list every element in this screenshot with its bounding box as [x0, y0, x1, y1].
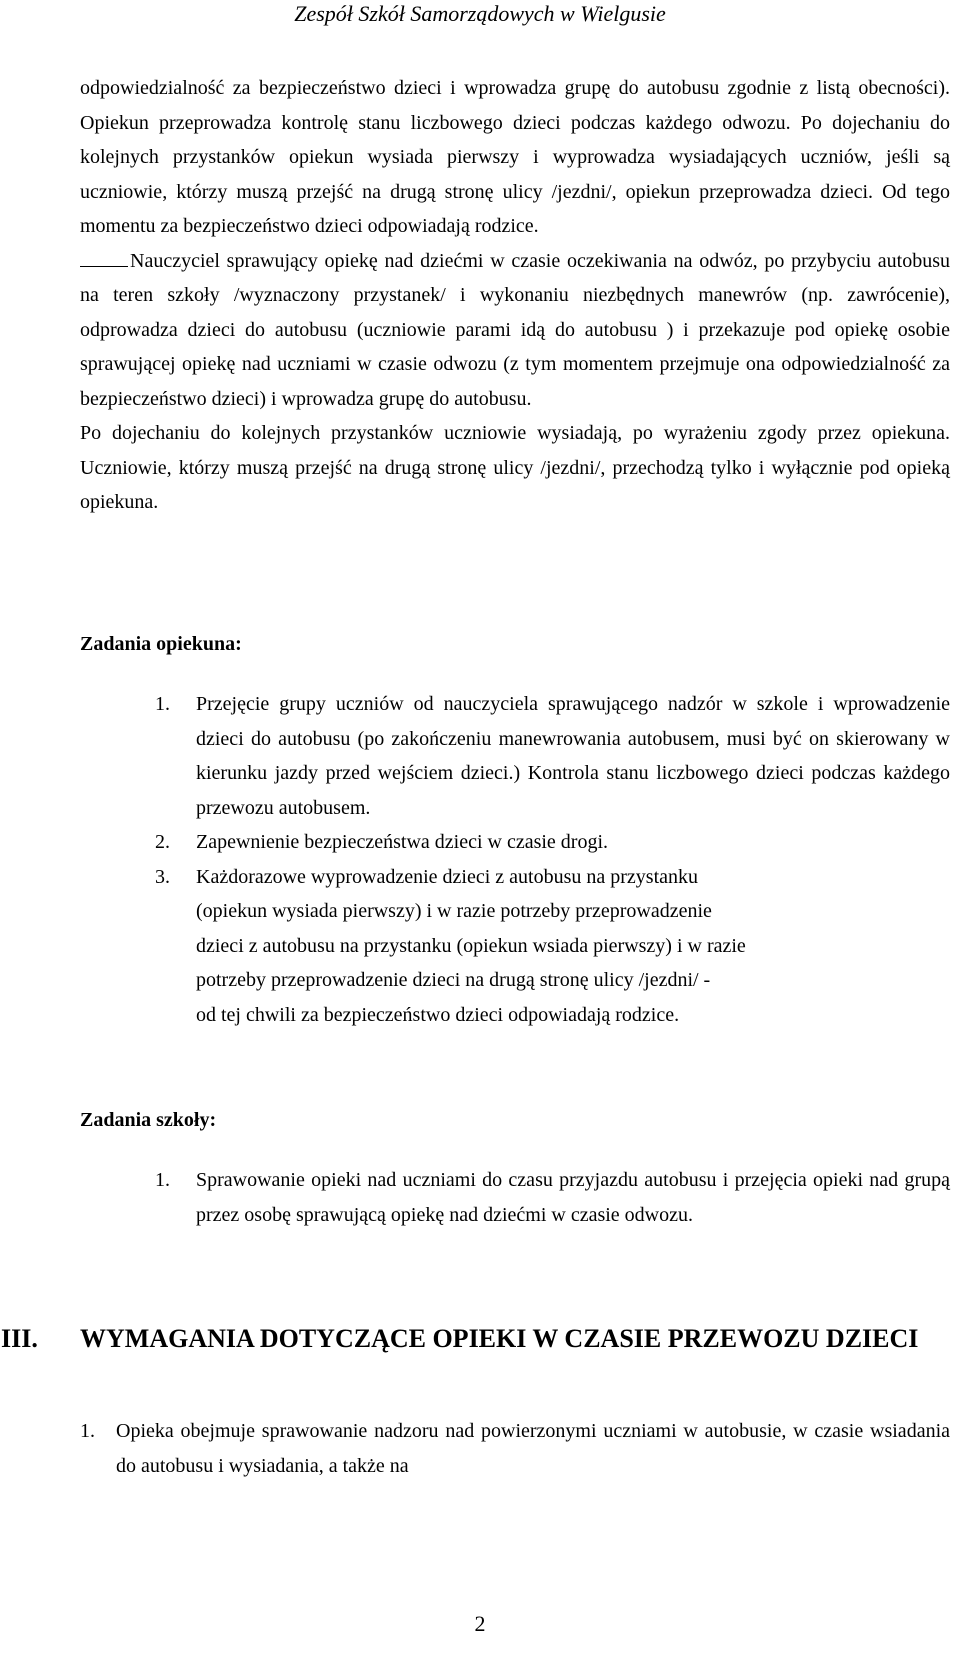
paragraph-3: Po dojechaniu do kolejnych przystanków uczniowie wysiadają, po wyrażeniu zgody przez opiekuna. Uczniowie, którzy muszą przejść na drugą stronę ulicy /jezdni/, przechodzą tylko i wyłącznie pod opieką opiekuna. — [80, 422, 950, 513]
list-szkola — [155, 1163, 950, 1232]
paragraph-2: Nauczyciel sprawujący opiekę nad dziećmi w czasie oczekiwania na odwóz, po przybyciu autobusu na teren szkoły /wyznaczony przystanek/ i wykonaniu niezbędnych manewrów (np. zawrócenie), odprowadza dzieci do autobusu (uczniowie parami idą do autobusu ) i przekazuje pod opiekę osobie sprawującej opiekę nad uczniami w czasie odwozu (z tym momentem przejmuje ona odpowiedzialność za bezpieczeństwo dzieci) i wprowadza grupę do autobusu. — [80, 249, 950, 410]
list-text: Przejęcie grupy uczniów od nauczyciela sprawującego nadzór w szkole i wprowadzenie dzieci do autobusu (po zakończeniu manewrowania autobusem, musi być on skierowany w kierunku jazdy przed wejściem dzieci.) Kontrola stanu liczbowego dzieci podczas każdego przewozu autobusem. — [196, 693, 950, 819]
list-item — [155, 825, 950, 860]
section-title: WYMAGANIA DOTYCZĄCE OPIEKI W CZASIE PRZEWOZU DZIECI — [80, 1324, 919, 1353]
list-text: Zapewnienie bezpieczeństwa dzieci w czasie drogi. — [196, 831, 609, 853]
school-name: Zespół Szkół Samorządowych w Wielgusie — [294, 1, 666, 26]
body-paragraphs — [80, 71, 950, 520]
page-number: 2 — [474, 1611, 486, 1636]
page-header — [0, 0, 960, 28]
list-number: 3. — [155, 865, 170, 888]
list-number: 1. — [155, 1169, 170, 1191]
list-line: potrzeby przeprowadzenie dzieci na drugą stronę ulicy /jezdni/ - — [196, 969, 711, 991]
section-roman-numeral: III. — [1, 1324, 38, 1353]
list-item — [155, 687, 950, 825]
list-item — [155, 1163, 950, 1232]
indent-line — [80, 249, 128, 267]
list-line: Każdorazowe wyprowadzenie dzieci z autobusu na przystanku — [196, 865, 699, 888]
paragraph-1: odpowiedzialność za bezpieczeństwo dzieci i wprowadza grupę do autobusu zgodnie z listą obecności). Opiekun przeprowadza kontrolę stanu liczbowego dzieci podczas każdego odwozu. Po dojechaniu do kolejnych przystanków opiekun wysiada pierwszy i wyprowadza wysiadających uczniów, jeśli są uczniowie, którzy muszą przejść na drugą stronę ulicy /jezdni/, opiekun przeprowadza dzieci. Od tego momentu za bezpieczeństwo dzieci odpowiadają rodzice. — [80, 77, 950, 237]
list-number: 1. — [155, 693, 170, 715]
list-item — [80, 1414, 950, 1483]
list-line: (opiekun wysiada pierwszy) i w razie potrzeby przeprowadzenie — [196, 900, 712, 922]
list-line: dzieci z autobusu na przystanku (opiekun wsiada pierwszy) i w razie — [196, 934, 746, 957]
heading-szkola: Zadania szkoły: — [80, 1109, 217, 1131]
list-opiekun — [155, 687, 950, 1032]
list-item — [155, 860, 950, 1033]
list-text: Sprawowanie opieki nad uczniami do czasu przyjazdu autobusu i przejęcia opieki nad grupą przez osobę sprawującą opiekę nad dziećmi w czasie odwozu. — [196, 1169, 950, 1226]
heading-opiekun: Zadania opiekuna: — [80, 633, 242, 655]
list-text: Opieka obejmuje sprawowanie nadzoru nad powierzonymi uczniami w autobusie, w czasie wsiadania do autobusu i wysiadania, a także na — [116, 1420, 950, 1477]
list-number: 2. — [155, 831, 170, 853]
list-section3 — [80, 1414, 950, 1483]
list-line: od tej chwili za bezpieczeństwo dzieci odpowiadają rodzice. — [196, 1003, 680, 1026]
list-number: 1. — [80, 1420, 95, 1442]
